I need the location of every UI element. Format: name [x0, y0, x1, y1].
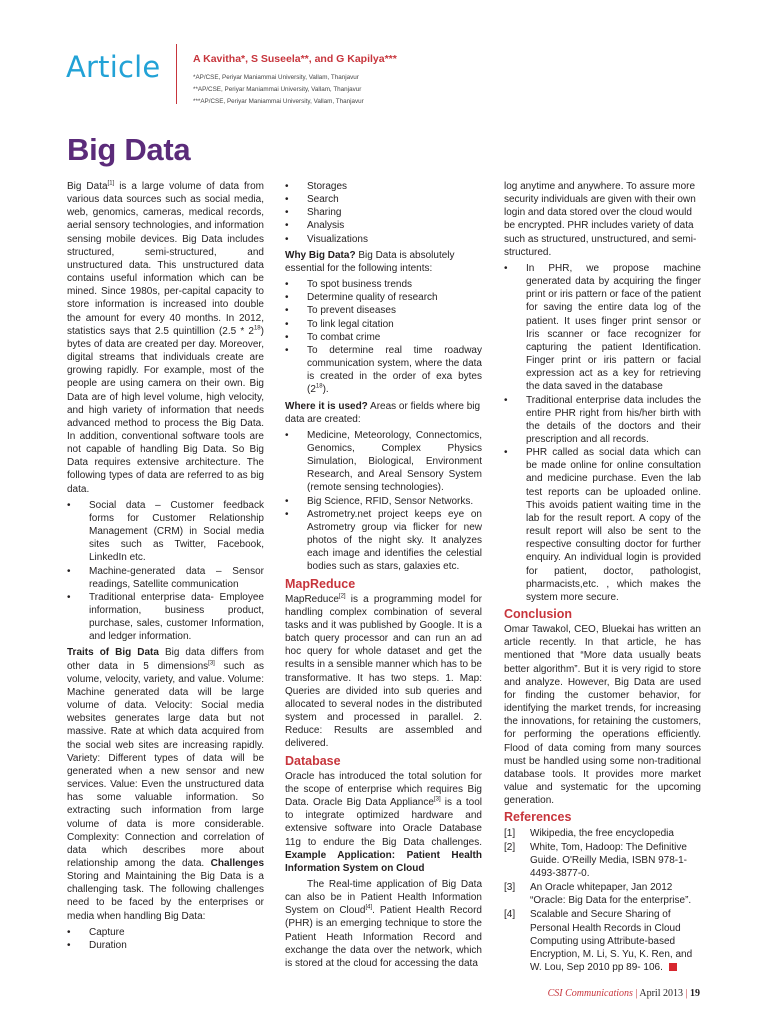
references-heading: References [504, 810, 572, 825]
why-heading: Why Big Data? [285, 249, 356, 261]
why-last-text: To determine real time roadway communication system, where the data is created in the order of exa bytes (2 [307, 344, 482, 396]
exponent: 18 [253, 325, 261, 332]
list-item: • Medicine, Meteorology, Connectomics, Genomics, Complex Physics Simulation, Biological, Environment Research, and Areal Sensory System (remote sensing technologies). [285, 429, 482, 495]
database-paragraph [285, 770, 482, 875]
phr-list [504, 262, 701, 604]
reference-number: [1] [504, 827, 516, 839]
database-heading: Database [285, 753, 341, 768]
example-text: The Real-time application of Big Data can also be in Patient Health Information System on Cloud [285, 878, 482, 917]
reference-number: [2] [504, 841, 516, 853]
list-item: • In PHR, we propose machine generated data by acquiring the finger print or iris pattern or face of the patient for saving the entire data log of the patient. It uses finger print sensor or Iris scanner or face recognizer for capturing the patient Identification. Finger print or iris pattern or facial expression act as a key for retrieving the data saved in the database [504, 262, 701, 394]
list-item: • Sharing [285, 206, 482, 219]
list-item: • Big Science, RFID, Sensor Networks. [285, 495, 482, 508]
conclusion-paragraph: Omar Tawakol, CEO, Bluekai has written an article recently. In that article, he has mentioned that “More data usually beats better algorithm”. But it is very rigid to store and analyze. However, Big Data are used for finding the customer behavior, for identifying the market trends, for increasing the innovations, for retaining the customers, for performing the operations efficiently. Flood of data coming from many sources must be handled using some non-traditional database tools. It provides more market value and systematic for the upcoming generation. [504, 624, 701, 807]
reference-item [504, 841, 701, 880]
header-divider [176, 44, 177, 104]
citation-1: [1] [107, 180, 115, 187]
end-of-article-mark [669, 963, 677, 971]
reference-text: Wikipedia, the free encyclopedia [530, 827, 674, 839]
list-item: • Machine-generated data – Sensor readings, Satellite communication [67, 565, 264, 591]
references-list [504, 827, 701, 975]
list-item: • Analysis [285, 219, 482, 232]
intro-paragraph [67, 180, 264, 496]
where-heading: Where it is used? [285, 400, 368, 412]
reference-number: [4] [504, 909, 516, 921]
issue-date: April 2013 [639, 988, 683, 999]
list-item: • Traditional enterprise data- Employee information, business product, purchase, sales, customer Information, and ledger information. [67, 591, 264, 644]
database-text: Oracle has introduced the total solution for the scope of enterprise which requires Big Data. Oracle Big Data Appliance [285, 770, 482, 809]
citation-3: [3] [208, 660, 215, 667]
footer-separator: | [635, 988, 638, 999]
list-item: • Storages [285, 180, 482, 193]
why-text: Big Data is absolutely essential for the following intents: [285, 249, 455, 274]
list-item: • Social data – Customer feedback forms for Customer Relationship Management (CRM) in Social media sites such as Twitter, Facebook, LinkedIn etc. [67, 499, 264, 565]
data-types-list [67, 499, 264, 644]
mapreduce-term: MapReduce [285, 593, 339, 605]
list-item: • Visualizations [285, 233, 482, 246]
why-last-tail: ). [322, 384, 329, 396]
list-item: • PHR called as social data which can be made online for online consultation and medicine purchase. Even the lab test reports can be uploaded online. This avoids patient waiting time in the lab for the result report. A copy of the result report will also be sent to the respective consulting doctor for further enquiry. An individual login is provided for patient, doctor, pathologist, pharmacists,etc. , which makes the system more secure. [504, 446, 701, 604]
list-item: • To prevent diseases [285, 304, 482, 317]
citation-4: [4] [365, 904, 373, 911]
section-label: Article [66, 50, 161, 84]
why-list [285, 278, 482, 396]
page-number: 19 [690, 988, 700, 999]
list-item: • Search [285, 193, 482, 206]
traits-heading: Traits of Big Data [67, 647, 159, 659]
intro-term: Big Data [67, 181, 108, 192]
reference-item [504, 881, 701, 907]
traits-text: Big data differs from other data in 5 dimensions [67, 647, 264, 672]
list-item: • To link legal citation [285, 318, 482, 331]
column-1 [67, 180, 264, 955]
why-paragraph [285, 249, 482, 275]
list-item [285, 344, 482, 397]
article-title: Big Data [67, 132, 191, 167]
intro-text: is a large volume of data from various data sources such as social media, web, genomics, cameras, medical records, aerial sensory technologies, and information sensing mobile devices. Big Data includes structured, semi-structured, and unstructured data. This unstructured data contains useful information which can be mined. Since 1980s, per-capital capacity to store information is increased into double the amount for every 40 months. In 2012, statistics says that 2.5 quintillion (2.5 * 2 [67, 181, 265, 337]
traits-text-b: such as volume, velocity, variety, and value. Volume: Machine generated data will be large volume of data. Velocity: Social media websites generates large data but not massive. Rate at which data acquired from the social web sites are increasing rapidly. Variety: Different types of data will be generated when a new sensor and new services. Value: Even the unstructured data has some valuable information. So extracting such information from large volume of data is more considerable. Complexity: Connection and correlation of data which describes more about relationship among the data. [67, 660, 265, 869]
traits-paragraph [67, 646, 264, 922]
mapreduce-heading: MapReduce [285, 576, 356, 591]
citation-3: [3] [433, 796, 441, 803]
where-list [285, 429, 482, 574]
where-text: Areas or fields where big data are created: [285, 400, 481, 425]
mapreduce-text: is a programming model for handling complex combination of several tasks and it was published by Google. It is a batch query processor and can run an ad hoc query for whole dataset and get the results in a sensible manner which has to be transformative. It has two steps. 1. Map: Queries are divided into sub queries and allocated to several nodes in the distributed system and processed in parallel. 2. Reduce: Results are assembled and delivered. [285, 593, 483, 750]
reference-text: White, Tom, Hadoop: The Definitive Guide. O'Reilly Media, ISBN 978-1-4493-3877-0. [530, 841, 687, 879]
affiliation-3: ***AP/CSE, Periyar Maniammai University, Vallam, Thanjavur [193, 98, 364, 105]
list-item: • Traditional enterprise data includes the entire PHR right from his/her birth with the details of the doctors and their prescription and all records. [504, 394, 701, 447]
intro-text-tail: ) bytes of data are created per day. Moreover, digital streams that individuals create are growing rapidly. For example, most of the people are using camera on their own. Big Data are of high level volume, high velocity, and high variety of information that needs advanced method to process the Big Data. In addition, conventional software tools are not capable of handling Big Data. So Big Data requires extensive architecture. The following types of data are referred to as big data. [67, 325, 264, 495]
column-2 [285, 180, 482, 973]
citation-2: [2] [338, 593, 346, 600]
list-item: • To combat crime [285, 331, 482, 344]
list-item: • Determine quality of research [285, 291, 482, 304]
list-item: • Capture [67, 926, 264, 939]
database-text-b: is a tool to integrate optimized hardware and extensive software into Oracle Database 11g to endure the Big Data challenges. [285, 797, 483, 848]
challenges-list-continued [285, 180, 482, 246]
list-item: • Astrometry.net project keeps eye on Astrometry group via flicker for new photos of the night sky. It analyzes each image and identifies the celestial bodies such as stars, galaxies etc. [285, 508, 482, 574]
challenges-heading: Challenges [210, 857, 265, 869]
reference-item [504, 827, 701, 840]
example-heading: Example Application: Patient Health Information System on Cloud [285, 849, 482, 874]
challenges-text: Storing and Maintaining the Big Data is a challenging task. The following challenges need to be faced by the enterprises or media when handling Big Data: [67, 871, 264, 922]
reference-number: [3] [504, 882, 516, 894]
reference-item [504, 908, 701, 974]
magazine-name: CSI Communications [547, 988, 633, 999]
column-3 [504, 180, 701, 977]
authors: A Kavitha*, S Suseela**, and G Kapilya*** [193, 53, 397, 65]
affiliation-2: **AP/CSE, Periyar Maniammai University, Vallam, Thanjavur [193, 86, 362, 93]
list-item: • To spot business trends [285, 278, 482, 291]
continued-paragraph: log anytime and anywhere. To assure more security individuals are given with their own login and data stored over the cloud would be encrypted. PHR includes variety of data such as structured, unstructured, and semi-structured. [504, 181, 697, 258]
footer-separator: | [685, 988, 688, 999]
reference-text: Scalable and Secure Sharing of Personal Health Records in Cloud Computing using Attribute-based Encryption, M. Li, S. Yu, K. Ren, and W. Lou, Sep 2010 pp 89- 106. [530, 909, 693, 974]
mapreduce-paragraph [285, 593, 482, 751]
where-paragraph [285, 400, 482, 426]
reference-text: An Oracle whitepaper, Jan 2012 “Oracle: Big Data for the enterprise”. [530, 882, 692, 907]
challenges-list [67, 926, 264, 952]
exponent: 18 [315, 384, 323, 391]
affiliations [193, 72, 364, 108]
example-paragraph [285, 878, 482, 970]
list-item: • Duration [67, 939, 264, 952]
page-footer [500, 988, 700, 999]
conclusion-heading: Conclusion [504, 607, 573, 621]
affiliation-1: *AP/CSE, Periyar Maniammai University, Vallam, Thanjavur [193, 74, 359, 81]
example-text-b: . Patient Health Record (PHR) is an emerging technique to store the Patient Heath Information Record and exchange the data over the network, which is stored at the cloud for accessing the data [285, 905, 482, 969]
